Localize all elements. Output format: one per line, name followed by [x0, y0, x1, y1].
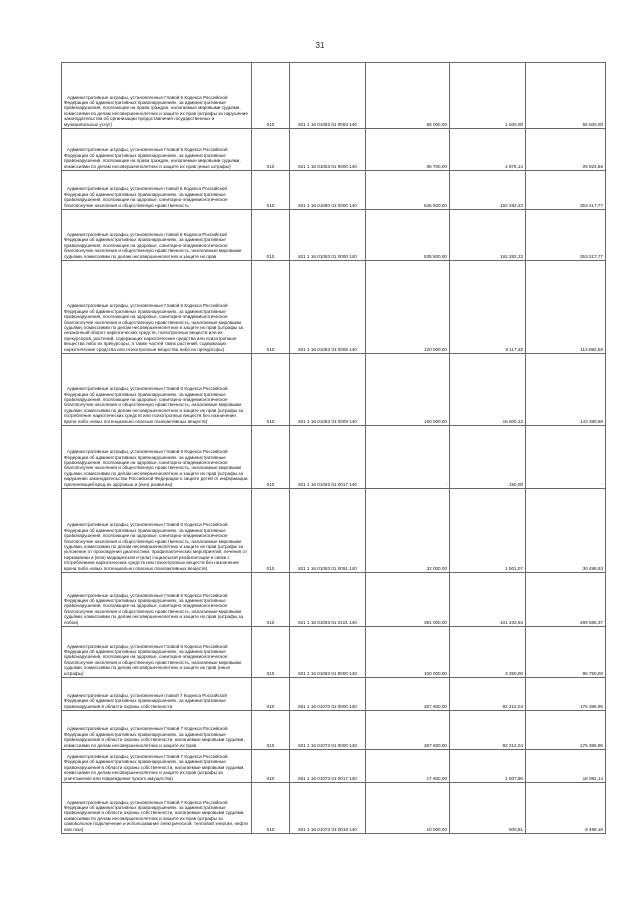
row-executed-cell: 500,81 [450, 783, 526, 834]
row-kbk-cell: 821 1 16 01063 01 0101 140 [290, 573, 366, 627]
row-name-cell: Административные штрафы, установленные Главой 6 Кодекса Российской Федерации об административных правонарушениях, за административные правонарушения, посягающие на здоровье, санитарно-эпидемиологическое благополучие населения и общественную нравственность, налагаемые мировыми судьями, комиссиями по делам несовершеннолетних и защите их прав (штрафы за незаконный оборот наркотических средств, психотропных веществ или их прекурсоров, растений, содержащих наркотические средства или психотропные вещества либо их прекурсоры, а также частей таких растений, содержащих наркотические средства или психотропные вещества либо их прекурсоры) [62, 261, 252, 354]
row-executed-cell: 182 282,23 [450, 210, 526, 261]
row-plan-cell: 65 000,00 [366, 63, 450, 129]
table-row [62, 711, 606, 750]
row-name-cell: Административные штрафы, установленные главой 6 Кодекса Российской Федерации об административных правонарушениях, за административные правонарушения, посягающие на здоровье, санитарно-эпидемиологическое благополучие населения и общественную нравственность, налагаемые мировыми судьями, комиссиями по делам несовершеннолетних и защите их прав [62, 210, 252, 261]
table-row [62, 354, 606, 426]
table-row [62, 171, 606, 210]
row-code-cell: 010 [252, 783, 290, 834]
table-row [62, 426, 606, 489]
row-code-cell: 010 [252, 678, 290, 711]
row-kbk-cell: 821 1 16 01053 01 9000 140 [290, 129, 366, 171]
row-remainder-cell: 175 386,96 [526, 711, 606, 750]
row-kbk-cell: 821 1 16 01063 01 9000 140 [290, 627, 366, 678]
row-remainder-cell: 9 499,19 [526, 783, 606, 834]
row-name-cell: Административные штрафы, установленные Главой 6 Кодекса Российской Федерации об административных правонарушениях, за административные правонарушения, посягающие на здоровье, санитарно-эпидемиологическое благополучие населения и общественную нравственность, налагаемые мировыми судьями, комиссиями по делам несовершеннолетних и защите их прав (штрафы за нарушение законодательства Российской Федерации о защите детей от информации, причиняющей вред их здоровью и (или) развитию) [62, 426, 252, 489]
row-remainder-cell: 96 750,00 [526, 627, 606, 678]
row-code-cell: 010 [252, 627, 290, 678]
row-kbk-cell: 821 1 16 01053 01 0063 140 [290, 63, 366, 129]
row-plan-cell: 10 000,00 [366, 783, 450, 834]
row-executed-cell: 92 212,04 [450, 678, 526, 711]
row-executed-cell: 3 250,00 [450, 627, 526, 678]
table-body [62, 63, 606, 834]
row-plan-cell: 267 600,00 [366, 678, 450, 711]
row-plan-cell: 391 000,00 [366, 573, 450, 627]
row-name-cell: Административные штрафы, установленные главой 6 Кодекса Российской Федерации об административных правонарушениях, за административные правонарушения, посягающие на здоровье, санитарно-эпидемиологическое благополучие населения и общественную нравственность [62, 171, 252, 210]
row-executed-cell: 1 507,86 [450, 750, 526, 783]
row-plan-cell: 535 500,00 [366, 171, 450, 210]
row-remainder-cell: 175 386,96 [526, 678, 606, 711]
table-row [62, 783, 606, 834]
row-remainder-cell: 55 500,00 [526, 63, 606, 129]
row-plan-cell: 100 000,00 [366, 627, 450, 678]
table-row [62, 678, 606, 711]
row-executed-cell: 101 433,63 [450, 573, 526, 627]
row-code-cell: 010 [252, 354, 290, 426]
row-code-cell: 010 [252, 489, 290, 573]
row-plan-cell: 36 700,00 [366, 129, 450, 171]
table-row [62, 129, 606, 171]
budget-revenue-table [61, 62, 606, 834]
row-name-cell: Административные штрафы, установленные Главой 7 Кодекса Российской Федерации об административных правонарушениях, за административные правонарушения в области охраны собственности, налагаемые мировыми судьями, комиссиями по делам несовершеннолетних и защите их прав (штрафы за уничтожение или повреждение чужого имущества) [62, 750, 252, 783]
row-plan-cell: 120 000,00 [366, 261, 450, 354]
row-code-cell: 010 [252, 129, 290, 171]
row-name-cell: Административные штрафы, установленные Главой 7 Кодекса Российской Федерации об административных правонарушениях, за административные правонарушения в области охраны собственности, налагаемые мировыми судьями, комиссиями по делам несовершеннолетних и защите их прав [62, 711, 252, 750]
row-code-cell: 010 [252, 171, 290, 210]
row-name-cell: Административные штрафы, установленные Главой 6 Кодекса Российской Федерации об административных правонарушениях, за административные правонарушения, посягающие на здоровье, санитарно-эпидемиологическое благополучие населения и общественную нравственность, налагаемые мировыми судьями, комиссиями по делам несовершеннолетних и защите их прав (штрафы за побои) [62, 573, 252, 627]
row-code-cell: 010 [252, 210, 290, 261]
row-code-cell: 010 [252, 750, 290, 783]
row-kbk-cell: 821 1 16 01060 01 0000 140 [290, 171, 366, 210]
row-code-cell: 010 [252, 261, 290, 354]
row-remainder-cell: 289 566,37 [526, 573, 606, 627]
row-executed-cell: 150,00 [450, 426, 526, 489]
row-kbk-cell: 821 1 16 01063 01 0091 140 [290, 489, 366, 573]
row-name-cell: Административные штрафы, установленные Главой 6 Кодекса Российской Федерации об административных правонарушениях, за административные правонарушения, посягающие на здоровье, санитарно-эпидемиологическое благополучие населения и общественную нравственность, налагаемые мировыми судьями, комиссиями по делам несовершеннолетних и защите их прав (штрафы за потребление наркотических средств или психотропных веществ без назначения врача либо новых потенциально опасных психоактивных веществ) [62, 354, 252, 426]
row-remainder-cell: 353 217,77 [526, 171, 606, 210]
row-executed-cell: 1 501,07 [450, 489, 526, 573]
row-plan-cell: 267 600,00 [366, 711, 450, 750]
row-kbk-cell: 821 1 16 01063 01 0009 140 [290, 354, 366, 426]
table-row [62, 210, 606, 261]
row-remainder-cell: 353 217,77 [526, 210, 606, 261]
row-kbk-cell: 821 1 16 01073 01 0017 140 [290, 750, 366, 783]
row-plan-cell: 17 600,00 [366, 750, 450, 783]
table-row [62, 750, 606, 783]
row-remainder-cell: 16 092,14 [526, 750, 606, 783]
row-kbk-cell: 821 1 16 01063 01 0017 140 [290, 426, 366, 489]
row-plan-cell: 535 500,00 [366, 210, 450, 261]
row-code-cell: 010 [252, 63, 290, 129]
row-remainder-cell: 25 824,86 [526, 129, 606, 171]
row-name-cell: Административные штрафы, установленные Главой 5 Кодекса Российской Федерации об административных правонарушениях, за административные правонарушения, посягающие на права граждан, налагаемые мировыми судьями, комиссиями по делам несовершеннолетних и защите их прав (штрафы за нарушение законодательства об организации предоставления государственных и муниципальных услуг) [62, 63, 252, 129]
row-executed-cell: 182 282,23 [450, 171, 526, 210]
row-name-cell: Административные штрафы, установленные Главой 5 Кодекса Российской Федерации об административных правонарушениях, за административные правонарушения, посягающие на права граждан, налагаемые мировыми судьями, комиссиями по делам несовершеннолетних и защите их прав (иные штрафы) [62, 129, 252, 171]
row-name-cell: Административные штрафы, установленные Главой 6 Кодекса Российской Федерации об административных правонарушениях, за административные правонарушения, посягающие на здоровье, санитарно-эпидемиологическое благополучие населения и общественную нравственность, налагаемые мировыми судьями, комиссиями по делам несовершеннолетних и защите их прав (штрафы за уклонение от прохождения диагностики, профилактических мероприятий, лечения от наркомании и (или) медицинской и (или) социальной реабилитации в связи с потреблением наркотических средств или психотропных веществ без назначения врача либо новых потенциально опасных психоактивных веществ) [62, 489, 252, 573]
row-name-cell: Административные штрафы, установленные главой 7 Кодекса Российской Федерации об административных правонарушениях, за административные правонарушения в области охраны собственности [62, 678, 252, 711]
table-row [62, 261, 606, 354]
row-kbk-cell: 821 1 16 01063 01 0008 140 [290, 261, 366, 354]
row-kbk-cell: 821 1 16 01063 01 0000 140 [290, 210, 366, 261]
row-plan-cell: 160 000,00 [366, 354, 450, 426]
row-plan-cell: 32 000,00 [366, 489, 450, 573]
row-code-cell: 010 [252, 573, 290, 627]
table-row [62, 63, 606, 129]
row-name-cell: Административные штрафы, установленные Главой 6 Кодекса Российской Федерации об административных правонарушениях, за административные правонарушения, посягающие на здоровье, санитарно-эпидемиологическое благополучие населения и общественную нравственность, налагаемые мировыми судьями, комиссиями по делам несовершеннолетних и защите их прав (иные штрафы) [62, 627, 252, 678]
row-executed-cell: 6 117,45 [450, 261, 526, 354]
row-remainder-cell: - [526, 426, 606, 489]
row-executed-cell: 1 500,00 [450, 63, 526, 129]
table-row [62, 627, 606, 678]
row-remainder-cell: 113 882,55 [526, 261, 606, 354]
row-name-cell: Административные штрафы, установленные Главой 7 Кодекса Российской Федерации об административных правонарушениях, за административные правонарушения в области охраны собственности, налагаемые мировыми судьями, комиссиями по делам несовершеннолетних и защите их прав (штрафы за самовольное подключение и использование электрической, тепловой энергии, нефти или газа) [62, 783, 252, 834]
row-kbk-cell: 821 1 16 01073 01 0000 140 [290, 711, 366, 750]
row-plan-cell: - [366, 426, 450, 489]
row-executed-cell: 16 600,12 [450, 354, 526, 426]
table-row [62, 573, 606, 627]
row-kbk-cell: 821 1 16 01070 01 0000 140 [290, 678, 366, 711]
table-row [62, 489, 606, 573]
row-code-cell: 010 [252, 711, 290, 750]
row-remainder-cell: 30 498,93 [526, 489, 606, 573]
row-executed-cell: 92 212,04 [450, 711, 526, 750]
row-remainder-cell: 143 399,88 [526, 354, 606, 426]
row-kbk-cell: 821 1 16 01073 01 0019 140 [290, 783, 366, 834]
row-code-cell: 010 [252, 426, 290, 489]
row-executed-cell: 1 875,14 [450, 129, 526, 171]
page-number: 31 [315, 41, 325, 50]
